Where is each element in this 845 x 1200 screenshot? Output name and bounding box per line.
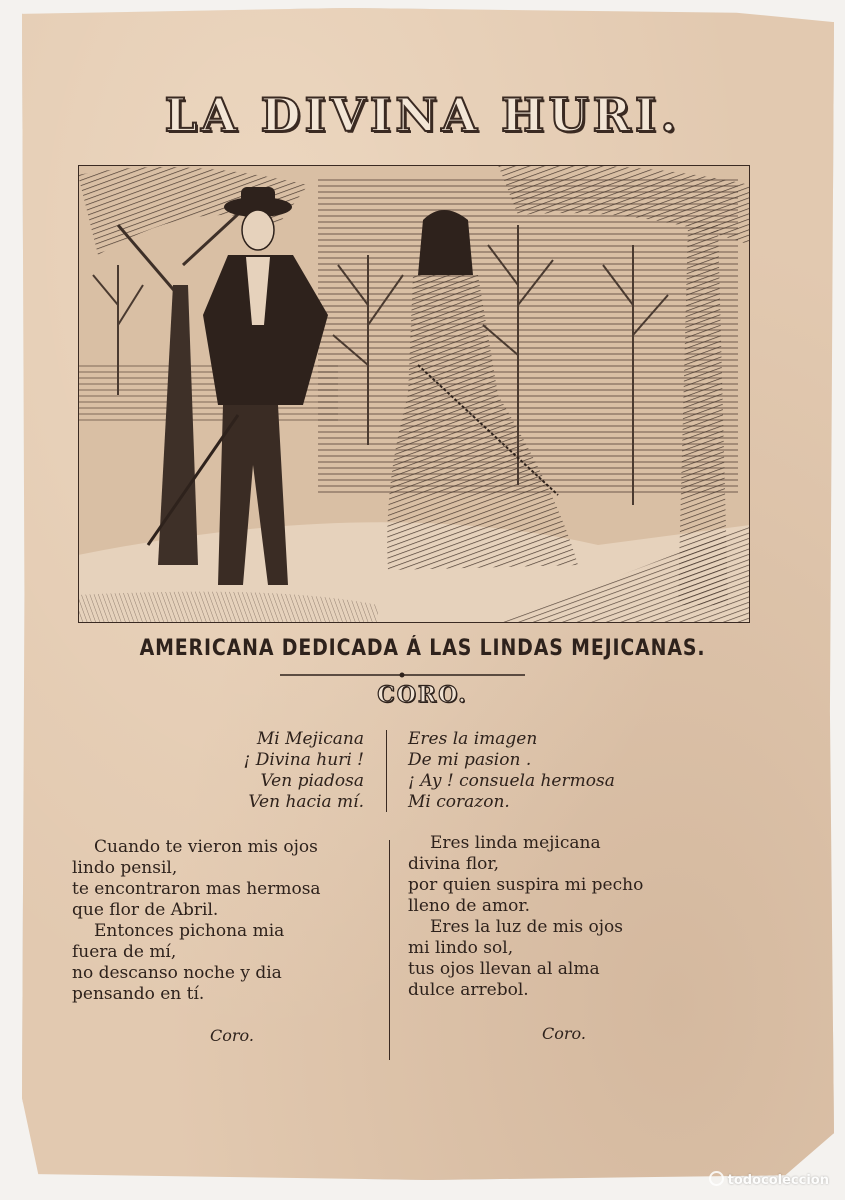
chorus-divider xyxy=(386,730,387,812)
stanza-line: no descanso noche y dia xyxy=(72,963,282,983)
stanza-line: dulce arrebol. xyxy=(408,980,529,1000)
page-subtitle: AMERICANA DEDICADA Á LAS LINDAS MEJICANAS. xyxy=(139,636,706,661)
chorus-line: Ven piadosa xyxy=(260,771,364,791)
chorus-line: Eres la imagen xyxy=(408,729,538,749)
stanza-left-coro: Coro. xyxy=(210,1026,254,1045)
stanza-line: Eres la luz de mis ojos xyxy=(430,917,623,937)
page-title: LA DIVINA HURI. xyxy=(164,88,681,142)
chorus-line: Mi corazon. xyxy=(408,792,510,812)
chorus-line: Ven hacia mí. xyxy=(248,792,364,812)
chorus-heading: CORO. xyxy=(377,682,468,708)
stanza-line: lindo pensil, xyxy=(72,858,178,878)
stanza-left xyxy=(72,837,372,1005)
ornamental-rule xyxy=(280,672,525,678)
stanza-right xyxy=(408,833,708,1001)
stanza-line: lleno de amor. xyxy=(408,896,531,916)
watermark xyxy=(709,1171,829,1188)
stanza-line: tus ojos llevan al alma xyxy=(408,959,600,979)
stanza-line: mi lindo sol, xyxy=(408,938,514,958)
stanza-divider xyxy=(389,840,390,1060)
chorus-line: ¡ Ay ! consuela hermosa xyxy=(408,771,615,791)
watermark-text: todocoleccion xyxy=(727,1173,829,1188)
chorus-line: Mi Mejicana xyxy=(256,729,364,749)
stanza-right-coro: Coro. xyxy=(542,1024,586,1043)
chorus-line: De mi pasion . xyxy=(408,750,532,770)
engraving-illustration xyxy=(78,165,750,623)
stanza-line: Eres linda mejicana xyxy=(430,833,601,853)
chorus-right-column xyxy=(408,729,668,813)
chorus-line: ¡ Divina huri ! xyxy=(243,750,364,770)
stanza-line: por quien suspira mi pecho xyxy=(408,875,644,895)
stanza-line: divina flor, xyxy=(408,854,500,874)
stanza-line: que flor de Abril. xyxy=(72,900,219,920)
stanza-line: Cuando te vieron mis ojos xyxy=(94,837,318,857)
stanza-line: pensando en tí. xyxy=(72,984,205,1004)
chorus-left-column xyxy=(232,729,364,813)
watermark-icon xyxy=(709,1171,724,1186)
stanza-line: te encontraron mas hermosa xyxy=(72,879,321,899)
stanza-line: fuera de mí, xyxy=(72,942,177,962)
stanza-line: Entonces pichona mia xyxy=(94,921,285,941)
